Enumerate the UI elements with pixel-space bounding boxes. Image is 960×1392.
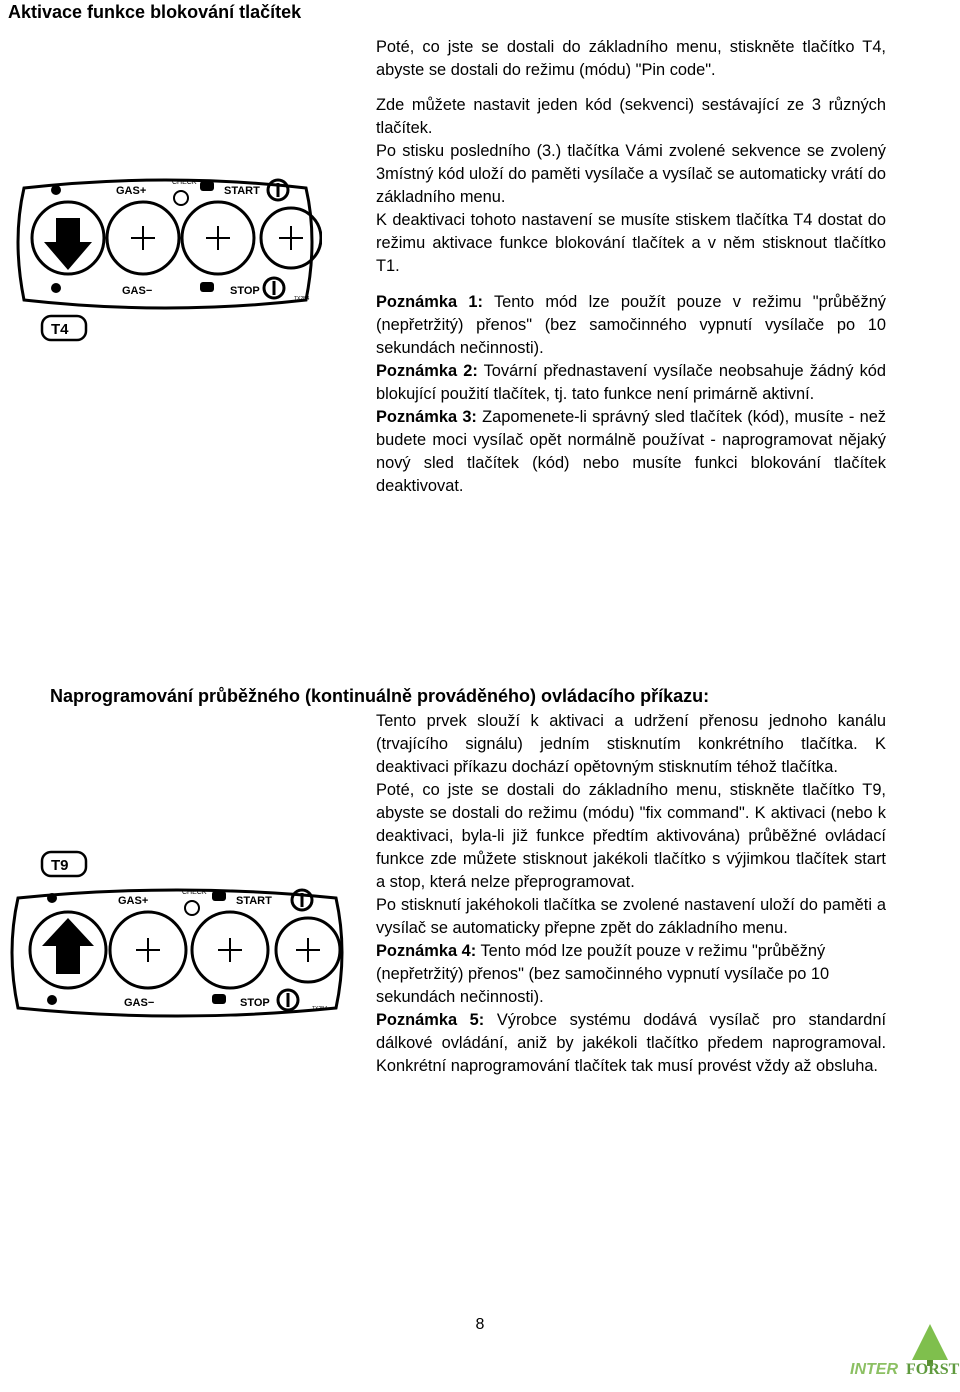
arrow-up-icon — [42, 918, 94, 974]
remote-panel-illustration — [6, 170, 322, 350]
check-indicator-icon — [174, 191, 188, 205]
logo-forst: FORST — [906, 1361, 960, 1378]
page-number: 8 — [475, 1316, 485, 1333]
stop-label: STOP — [240, 997, 270, 1009]
tractor-icon — [212, 994, 226, 1004]
paragraph: Poté, co jste se dostali do základního menu, stiskněte tlačítko T4, abyste se dostali do režimu (módu) "Pin code". — [376, 38, 886, 79]
start-label: START — [236, 895, 272, 907]
panel-code: TX2B4 — [312, 1006, 328, 1012]
arrow-down-icon — [44, 218, 92, 270]
section-body — [376, 36, 886, 498]
note — [376, 291, 886, 360]
check-label: CHECK — [172, 179, 197, 186]
tractor-icon — [200, 282, 214, 292]
paragraph: Po stisku posledního (3.) tlačítka Vámi zvolené sekvence se zvolený 3místný kód uloží do paměti vysílače a vysílač se automaticky vrátí do základního menu. — [376, 142, 886, 206]
paragraph: Poté, co jste se dostali do základního menu, stiskněte tlačítko T9, abyste se dostali do režimu (módu) "fix command". K aktivaci (nebo k deaktivaci, byla-li již funkce předtím aktivována) průběžné ovládací funkce zde můžete stisknout jakékoli tlačítko s výjimkou tlačítek start a stop, která nelze přeprogramovat. — [376, 781, 886, 891]
paragraph: Po stisknutí jakéhokoli tlačítka se zvolené nastavení uloží do paměti a vysílač se automaticky přepne zpět do základního menu. — [376, 896, 886, 937]
tractor-icon — [200, 181, 214, 191]
note-text: Zapomenete-li správný sled tlačítek (kód), musíte - než budete moci vysílač opět normálně používat - naprogramovat nějaký nový sled tlačítek (kód) nebo musíte funkci blokování tlačítek deaktivovat. — [376, 408, 887, 495]
led-icon — [51, 185, 61, 195]
paragraph: Zde můžete nastavit jeden kód (sekvenci) sestávající ze 3 různých tlačítek. — [376, 96, 886, 137]
note — [376, 406, 886, 498]
note-text: Výrobce systému dodává vysílač pro standardní dálkové ovládání, aniž by jakékoli tlačítko předem naprogramoval. Konkrétní naprogramování tlačítek tak musí provést vždy až obsluha. — [376, 1011, 886, 1075]
stop-label: STOP — [230, 285, 260, 297]
check-indicator-icon — [185, 901, 199, 915]
note — [376, 360, 886, 406]
led-icon — [47, 893, 57, 903]
note-label: Poznámka 2: — [376, 362, 478, 380]
gas-plus-label: GAS+ — [116, 185, 147, 197]
gas-plus-label: GAS+ — [118, 895, 149, 907]
section-title: Naprogramování průběžného (kontinuálně prováděného) ovládacího příkazu: — [50, 686, 710, 706]
t4-label: T4 — [51, 321, 69, 338]
remote-panel-illustration — [2, 848, 352, 1028]
note-label: Poznámka 3: — [376, 408, 477, 426]
paragraph: K deaktivaci tohoto nastavení se musíte stiskem tlačítka T4 dostat do režimu aktivace funkce blokování tlačítek a v něm stisknout tlačítko T1. — [376, 211, 886, 275]
interforst-logo — [848, 1322, 960, 1388]
led-icon — [51, 283, 61, 293]
note-label: Poznámka 4: — [376, 942, 477, 960]
note-label: Poznámka 1: — [376, 293, 483, 311]
note-text: Tento mód lze použít pouze v režimu "průběžný (nepřetržitý) přenos" (bez samočinného vypnutí vysílače po 10 sekundách nečinnosti). — [376, 942, 830, 1006]
tractor-icon — [212, 891, 226, 901]
note-text: Tovární přednastavení vysílače neobsahuje žádný kód blokující použití tlačítek, tj. tato funkce není primárně aktivní. — [376, 362, 887, 403]
gas-minus-label: GAS− — [124, 997, 155, 1009]
note — [376, 1009, 886, 1078]
paragraph: Tento prvek slouží k aktivaci a udržení přenosu jednoho kanálu (trvajícího signálu) jedním stisknutím konkrétního tlačítka. K deaktivaci příkazu dochází opětovným stisknutím téhož tlačítka. — [376, 712, 886, 776]
note-label: Poznámka 5: — [376, 1011, 485, 1029]
note — [376, 940, 886, 1009]
logo-inter: INTER — [850, 1361, 898, 1378]
check-label: CHECK — [182, 889, 207, 896]
tree-icon — [912, 1324, 948, 1360]
start-label: START — [224, 185, 260, 197]
section-title: Aktivace funkce blokování tlačítek — [8, 2, 302, 22]
gas-minus-label: GAS− — [122, 285, 153, 297]
t9-label: T9 — [51, 857, 69, 874]
section-body — [376, 710, 886, 1078]
note-text: Tento mód lze použít pouze v režimu "průběžný (nepřetržitý) přenos" (bez samočinného vypnutí vysílače po 10 sekundách nečinnosti). — [376, 293, 887, 357]
led-icon — [47, 995, 57, 1005]
panel-code: TX2B4 — [294, 296, 310, 302]
